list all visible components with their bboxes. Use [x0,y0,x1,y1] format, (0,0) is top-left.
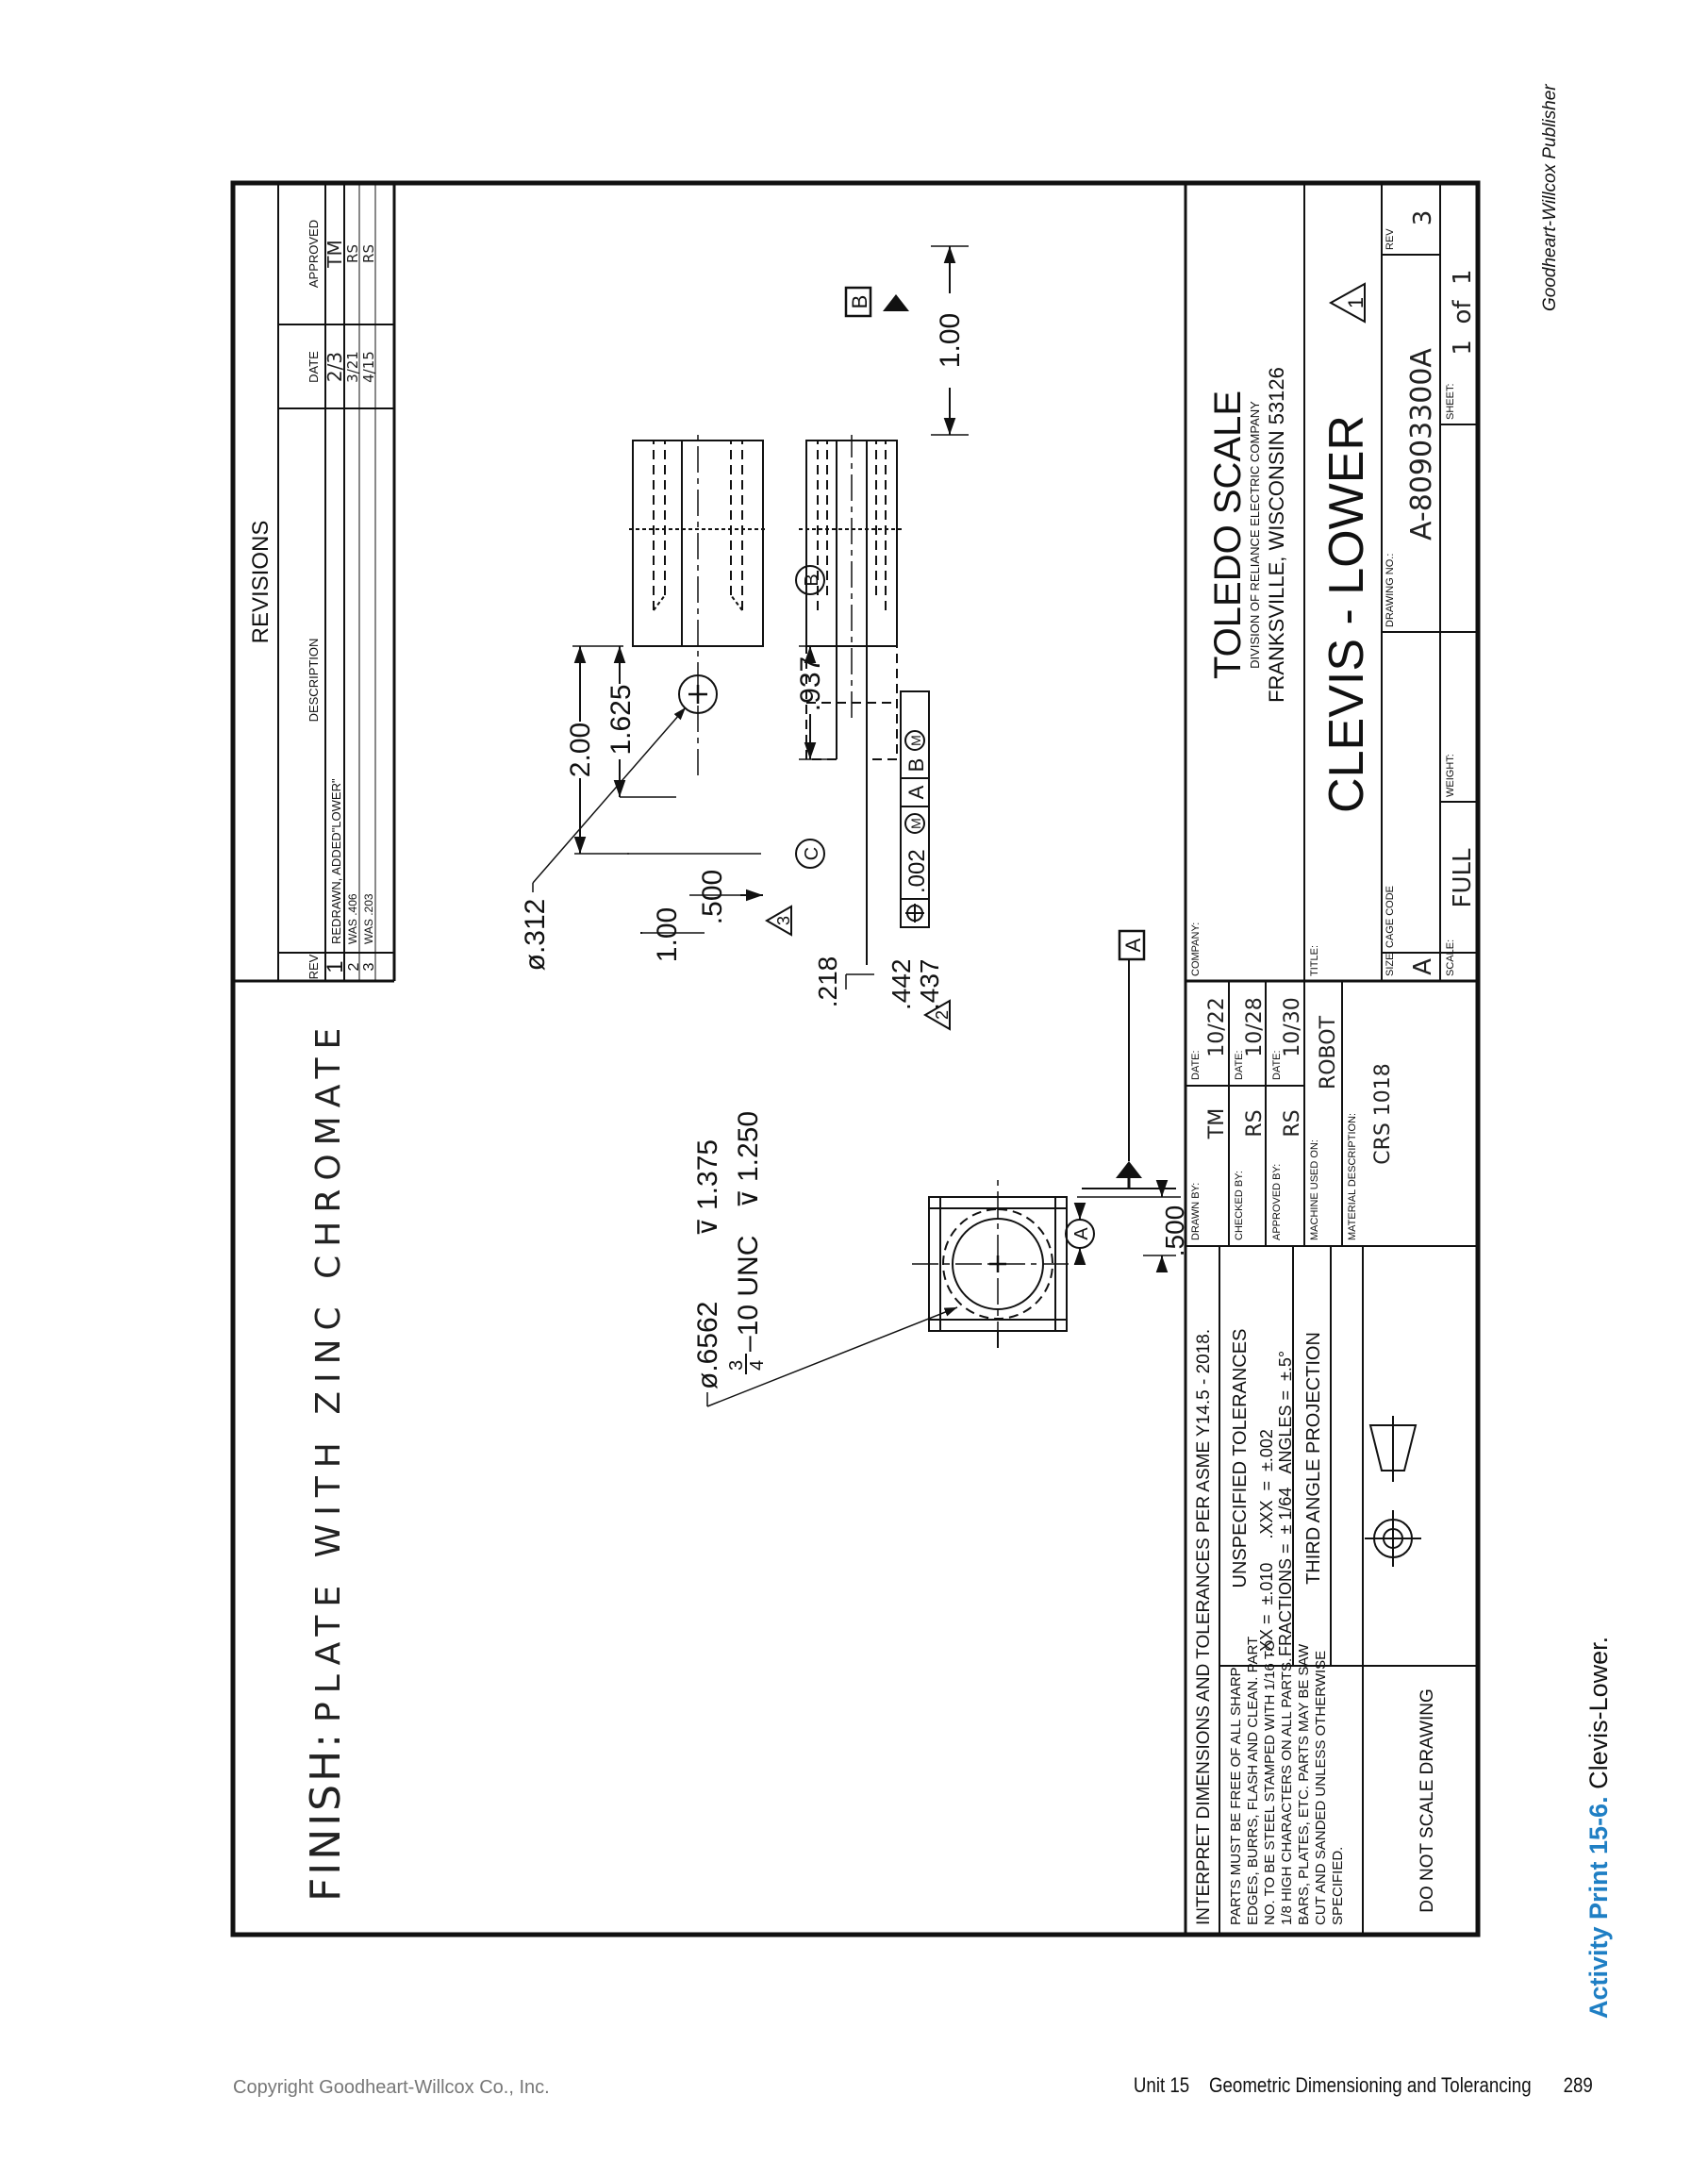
scale-label: SCALE: [1445,939,1456,976]
dim-937: .937 [795,656,826,712]
dim-hole-dia: ø.312 [520,898,551,972]
cage-code-label: CAGE CODE [1385,885,1396,948]
figure-caption [1556,1604,1613,2028]
dim-442: .442 [887,958,916,1010]
checked-by-label: CHECKED BY: [1234,1171,1245,1240]
approved-date: 10/30 [1281,997,1304,1057]
material: CRS 1018 [1371,1063,1395,1165]
caption-number: Activity Print 15-6. [1584,1796,1613,2019]
end-view [912,1180,1084,1348]
approved-date-label: DATE: [1271,1050,1283,1080]
interpret-note: INTERPRET DIMENSIONS AND TOLERANCES PER ASME Y14.5 - 2018. [1194,1328,1214,1925]
company-label: COMPANY: [1190,922,1202,976]
drawn-by-label: DRAWN BY: [1190,1182,1202,1240]
thread-spec: –10 UNC [733,1235,764,1352]
datum-a-feature [1082,931,1176,1189]
publisher-credit-text: Goodheart-Willcox Publisher [1540,84,1560,311]
projection-note: THIRD ANGLE PROJECTION [1303,1332,1324,1585]
machine-label: MACHINE USED ON: [1309,1139,1320,1240]
copyright: Copyright Goodheart-Willcox Co., Inc. [233,2077,550,2098]
checked-by: RS [1243,1109,1267,1138]
revisions-title: REVISIONS [248,520,274,644]
parts-note-3: NO. TO BE STEEL STAMPED WITH 1/16 TO [1262,1639,1278,1925]
sheet: 1 of 1 [1449,269,1477,356]
rev-row-2-date: 3/21 [344,351,361,383]
date-header: DATE [307,351,321,383]
tap-depth: 1.375 [692,1139,723,1210]
rev-row-2-desc: WAS .406 [346,893,359,944]
publisher-credit [1521,0,1560,321]
fcf-mod-b: M [908,735,923,746]
rev-value: 3 [1409,209,1437,226]
parts-note-5: BARS, PLATES, ETC. PARTS MAY BE SAW [1296,1643,1312,1925]
size: A [1409,958,1437,975]
drawing-no-label: DRAWING NO.: [1385,553,1396,627]
rev-header: REV [307,954,321,980]
scale: FULL [1449,848,1477,908]
dim-218: .218 [813,956,842,1008]
parts-note-1: PARTS MUST BE FREE OF ALL SHARP [1228,1667,1244,1925]
checked-date-label: DATE: [1234,1050,1245,1080]
approved-by: RS [1281,1109,1304,1138]
company-address: FRANKSVILLE, WISCONSIN 53126 [1265,367,1288,703]
dim-500-end: .500 [1160,1205,1189,1257]
unspecified-tol: UNSPECIFIED TOLERANCES [1230,1328,1251,1588]
rev-label: REV [1385,228,1396,250]
rev-row-1-rev: 1 [323,960,348,973]
rev-row-3-date: 4/15 [360,351,377,383]
description-header: DESCRIPTION [307,638,321,723]
fcf-datum-b: B [904,757,928,773]
dim-100-right: 1.00 [935,312,966,369]
parts-note-2: EDGES, BURRS, FLASH AND CLEAN. PART [1245,1636,1261,1925]
rev-row-3-desc: WAS .203 [362,893,375,944]
datum-b-label: B [802,574,822,587]
thread-num: 3 [726,1359,747,1371]
dim-500-top: .500 [697,869,728,925]
finish-label: FINISH: [302,1730,350,1902]
drawing-no: A-80903300A [1405,348,1438,540]
rev-row-2-approved: RS [344,244,361,263]
drawn-date-label: DATE: [1190,1050,1202,1080]
tol-line-1: .XX = ±.010 .XXX = ±.002 [1257,1429,1276,1656]
rev-row-1-date: 2/3 [323,351,346,383]
finish-value: PLATE WITH ZINC CHROMATE [309,1019,348,1722]
company-name: TOLEDO SCALE [1207,390,1249,680]
machine: ROBOT [1317,1015,1340,1090]
rev-flag-3-label: 3 [774,915,793,926]
fcf-mod: M [908,818,923,829]
tap-dia: ø.6562 [692,1301,723,1389]
dim-437: .437 [915,958,944,1010]
size-label: SIZE [1385,953,1396,976]
approved-header: APPROVED [307,219,321,289]
datum-b-box-label: B [848,294,871,309]
fcf-datum-a: A [904,785,928,800]
rev-row-3-approved: RS [360,244,377,263]
rev-row-3-rev: 3 [361,962,377,972]
datum-a-label: A [1071,1227,1092,1240]
sheet-label: SHEET: [1445,383,1456,420]
approved-by-label: APPROVED BY: [1271,1163,1283,1240]
company-division: DIVISION OF RELIANCE ELECTRIC COMPANY [1248,401,1262,669]
datum-a-box-label: A [1121,938,1145,953]
parts-note-4: 1/8 HIGH CHARACTERS ON ALL PARTS. [1279,1657,1295,1925]
material-label: MATERIAL DESCRIPTION: [1347,1112,1358,1240]
tol-line-2: FRACTIONS = ± 1/64 ANGLES = ±.5° [1276,1350,1295,1656]
dim-1625: 1.625 [605,684,637,756]
rev-flag-2-label: 2 [933,1009,952,1021]
checked-date: 10/28 [1243,997,1267,1057]
third-angle-symbol [1365,1416,1421,1567]
footer-chapter: Geometric Dimensioning and Tolerancing [1209,2073,1532,2097]
drawing-title: CLEVIS - LOWER [1319,415,1374,813]
dim-200: 2.00 [565,722,596,778]
thread-den: 4 [747,1359,768,1371]
rev-row-1-approved: TM [323,240,346,268]
tap-depth-sym: ⊽ [693,1217,722,1237]
rev-row-1-desc: REDRAWN, ADDED"LOWER" [329,778,343,944]
revisions-block [233,183,394,981]
rev-row-2-rev: 2 [346,962,362,972]
parts-note-6: CUT AND SANDED UNLESS OTHERWISE [1313,1650,1329,1925]
weight-label: WEIGHT: [1445,754,1456,797]
page-number: 289 [1563,2073,1593,2097]
thread-depth-sym: ⊽ [734,1189,763,1208]
title-label: TITLE: [1309,944,1320,976]
page-footer [1134,2073,1593,2098]
datum-c-label: C [802,846,822,861]
footer-unit: Unit 15 [1134,2073,1190,2097]
drawn-by: TM [1205,1107,1229,1139]
drawn-date: 10/22 [1205,997,1229,1057]
parts-note-7: SPECIFIED. [1330,1846,1346,1925]
caption-title: Clevis-Lower. [1584,1636,1613,1797]
dim-100-top: 1.00 [652,906,683,963]
thread-depth: 1.250 [733,1110,764,1182]
do-not-scale: DO NOT SCALE DRAWING [1418,1688,1437,1913]
fcf-tolerance: .002 [904,849,930,893]
title-rev-flag-label: 1 [1344,296,1368,309]
top-view [629,435,767,775]
